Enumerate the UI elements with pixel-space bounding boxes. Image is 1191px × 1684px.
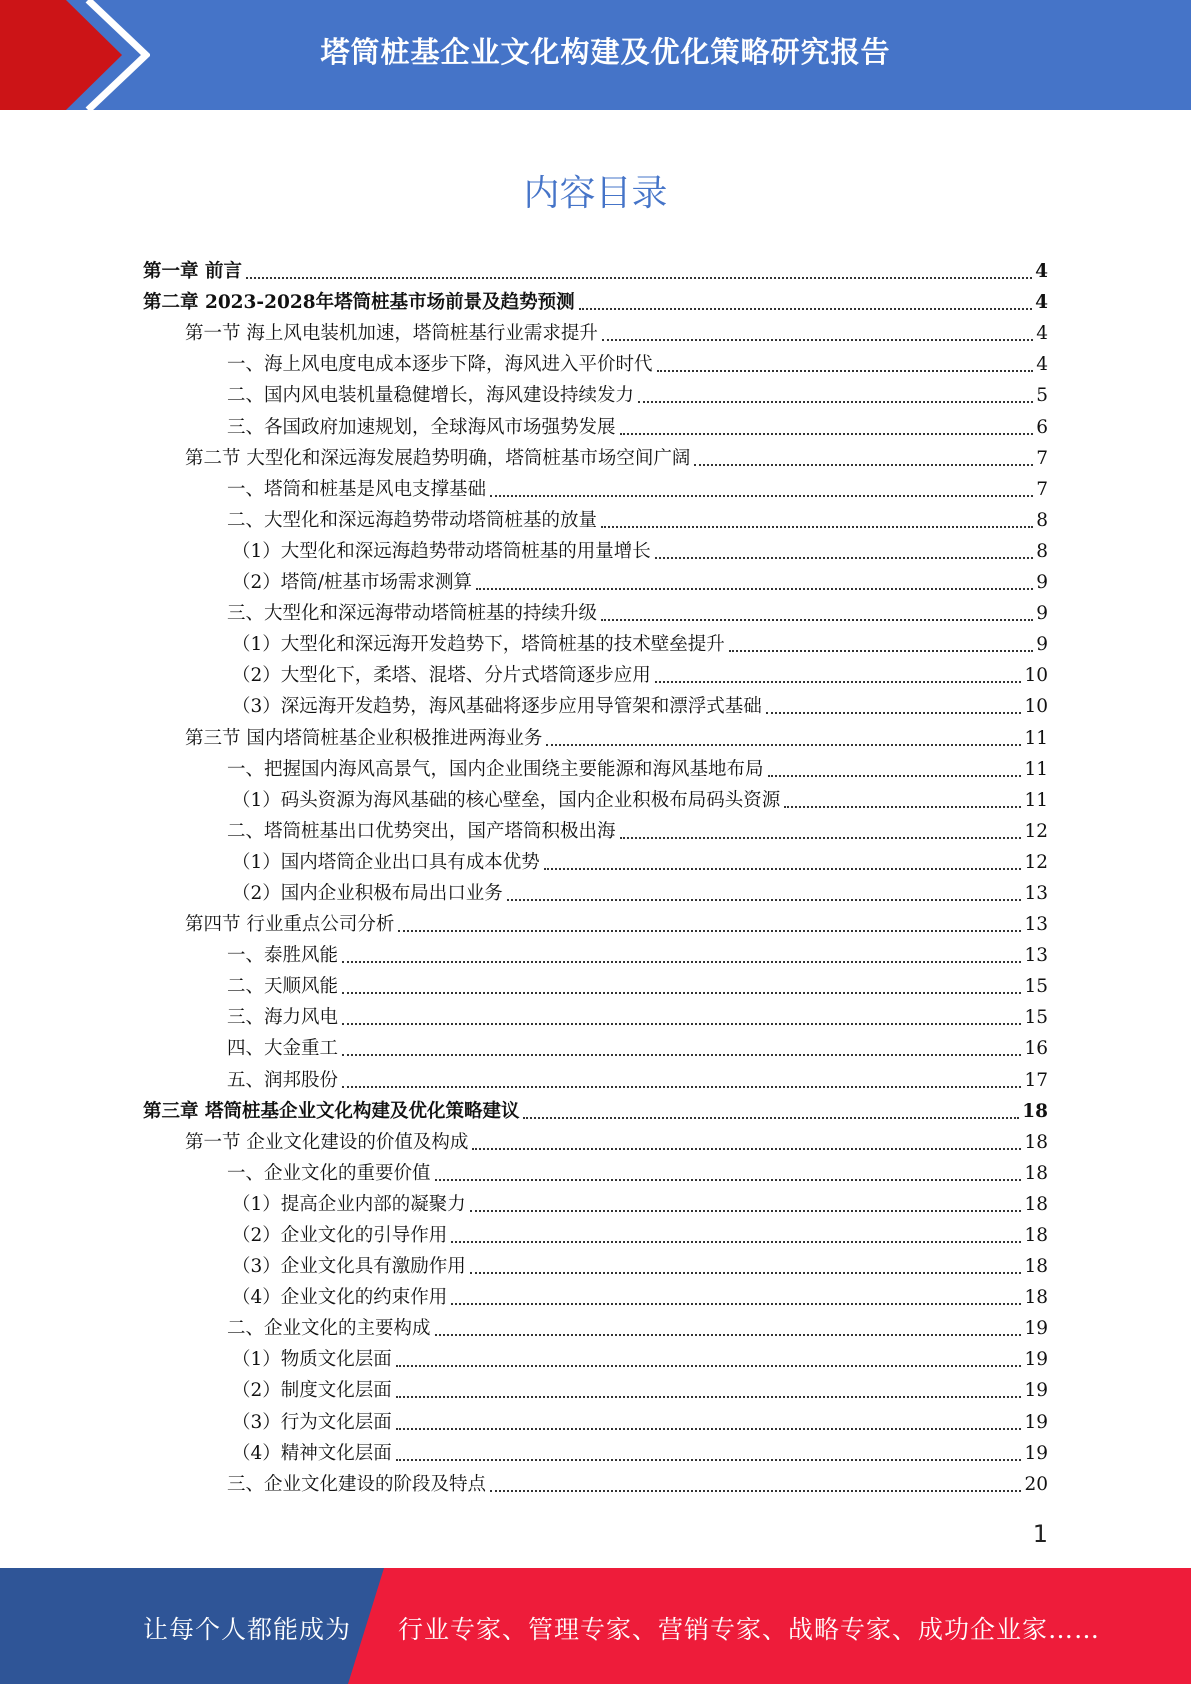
toc-entry[interactable] [143,1375,1048,1406]
toc-entry[interactable] [143,847,1048,878]
toc-entry[interactable] [143,629,1048,660]
toc-entry-title: 一、企业文化的重要价值 [227,1162,431,1184]
toc-entry-title: 五、润邦股份 [227,1069,339,1091]
toc-entry[interactable] [143,536,1048,567]
toc-entry-title: 第一节 海上风电装机加速，塔筒桩基行业需求提升 [185,323,598,345]
toc-dot-leader [246,277,1032,279]
toc-entry-page: 15 [1024,1007,1048,1029]
toc-entry-page: 12 [1024,851,1048,873]
toc-entry-page: 8 [1036,540,1048,562]
toc-dot-leader [620,433,1034,435]
toc-dot-leader [784,806,1021,808]
toc-dot-leader [396,1396,1022,1398]
toc-dot-leader [342,1023,1021,1025]
toc-entry[interactable] [143,287,1048,318]
toc-entry-page: 18 [1024,1225,1048,1246]
toc-entry[interactable] [143,691,1048,722]
toc-dot-leader [523,1117,1019,1119]
toc-entry-page: 11 [1024,758,1048,780]
toc-entry[interactable] [143,785,1048,816]
toc-dot-leader [435,1334,1022,1336]
toc-entry-page: 15 [1024,976,1048,998]
toc-entry[interactable] [143,1220,1048,1251]
toc-entry-title: 四、大金重工 [227,1038,339,1060]
toc-entry-title: 二、天顺风能 [227,976,339,998]
toc-entry-title: 三、海力风电 [227,1007,339,1029]
toc-dot-leader [342,992,1021,994]
toc-entry-title: （3）深远海开发趋势，海风基础将逐步应用导管架和漂浮式基础 [232,696,762,718]
toc-dot-leader [396,1428,1022,1430]
toc-dot-leader [398,930,1021,932]
toc-entry-title: （1）大型化和深远海趋势带动塔筒桩基的用量增长 [232,540,651,562]
toc-entry-page: 4 [1035,261,1048,283]
toc-entry[interactable] [143,474,1048,505]
toc-entry[interactable] [143,1313,1048,1344]
toc-dot-leader [729,650,1033,652]
toc-entry-page: 9 [1036,603,1048,625]
toc-dot-leader [342,1054,1021,1056]
toc-dot-leader [694,464,1033,466]
toc-entry-title: （1）物质文化层面 [232,1349,392,1371]
toc-entry-title: 第三章 塔筒桩基企业文化构建及优化策略建议 [143,1100,520,1122]
toc-entry-title: （3）企业文化具有激励作用 [232,1256,466,1278]
toc-entry[interactable] [143,909,1048,940]
toc-dot-leader [342,1086,1021,1088]
toc-entry-page: 9 [1036,572,1048,594]
toc-entry-title: （2）塔筒/桩基市场需求测算 [232,572,473,594]
toc-heading: 内容目录 [523,173,668,214]
toc-entry-page: 7 [1036,447,1048,469]
toc-entry-title: 第二节 大型化和深远海发展趋势明确，塔筒桩基市场空间广阔 [185,447,691,469]
toc-entry-title: （1）提高企业内部的凝聚力 [232,1193,466,1215]
toc-dot-leader [655,557,1033,559]
toc-entry-page: 19 [1024,1380,1048,1402]
toc-entry-page: 4 [1036,354,1048,376]
toc-entry-title: 三、企业文化建设的阶段及特点 [227,1473,487,1495]
toc-entry[interactable] [143,1469,1048,1500]
toc-entry-page: 4 [1036,323,1048,345]
toc-dot-leader [546,744,1021,746]
toc-entry[interactable] [143,971,1048,1002]
toc-entry-title: （1）码头资源为海风基础的核心壁垒，国内企业积极布局码头资源 [232,789,781,811]
toc-dot-leader [601,526,1033,528]
toc-dot-leader [490,1490,1021,1492]
toc-entry-title: （2）国内企业积极布局出口业务 [232,882,503,904]
toc-entry-page: 6 [1036,416,1048,438]
toc-dot-leader [476,588,1033,590]
toc-entry-page: 16 [1024,1038,1048,1060]
toc-entry-title: 第一章 前言 [143,261,242,283]
toc-entry-title: （4）精神文化层面 [232,1442,392,1464]
toc-entry[interactable] [143,380,1048,411]
toc-entry-page: 18 [1024,1256,1048,1278]
toc-entry-title: 三、各国政府加速规划，全球海风市场强势发展 [227,416,616,438]
toc-entry-page: 19 [1024,1318,1048,1340]
toc-entry-page: 18 [1024,1162,1048,1184]
toc-entry-page: 4 [1035,292,1048,314]
toc-dot-leader [470,1272,1022,1274]
report-title: 塔筒桩基企业文化构建及优化策略研究报告 [320,35,891,69]
toc-entry-page: 18 [1024,1131,1048,1153]
toc-entry[interactable] [143,349,1048,380]
toc-entry-page: 19 [1024,1411,1048,1433]
toc-entry-page: 13 [1024,914,1048,936]
toc-entry-page: 19 [1024,1442,1048,1464]
toc-entry[interactable] [143,256,1048,287]
toc-entry-page: 5 [1036,385,1048,407]
toc-entry[interactable] [143,1064,1048,1095]
toc-dot-leader [470,1210,1022,1212]
page-number: 1 [1032,1520,1048,1548]
toc-entry[interactable] [143,754,1048,785]
toc-entry-page: 17 [1024,1069,1048,1091]
toc-entry-page: 9 [1036,634,1048,656]
toc-entry[interactable] [143,878,1048,909]
toc-entry-page: 20 [1024,1473,1048,1495]
toc-entry-title: 第二章 2023-2028年塔筒桩基市场前景及趋势预测 [143,292,575,314]
toc-entry-page: 19 [1024,1349,1048,1371]
toc-entry-title: 二、塔筒桩基出口优势突出，国产塔筒积极出海 [227,820,616,842]
toc-entry-title: （1）国内塔筒企业出口具有成本优势 [232,851,540,873]
toc-dot-leader [396,1365,1022,1367]
toc-entry-title: （1）大型化和深远海开发趋势下，塔筒桩基的技术壁垒提升 [232,634,725,656]
toc-dot-leader [490,495,1033,497]
toc-entry[interactable] [143,1282,1048,1313]
toc-dot-leader [579,308,1033,310]
toc-entry-page: 12 [1024,820,1048,842]
toc-entry-page: 13 [1024,882,1048,904]
toc-entry-title: 一、泰胜风能 [227,945,339,967]
toc-dot-leader [472,1148,1021,1150]
toc-dot-leader [766,712,1022,714]
toc-entry-title: （2）大型化下，柔塔、混塔、分片式塔筒逐步应用 [232,665,651,687]
toc-entry[interactable] [143,1002,1048,1033]
toc-entry-page: 11 [1024,789,1048,811]
toc-entry-page: 10 [1024,696,1048,718]
toc-entry-title: （2）企业文化的引导作用 [232,1225,448,1246]
toc-dot-leader [655,681,1022,683]
toc-entry-title: 第三节 国内塔筒桩基企业积极推进两海业务 [185,727,543,749]
page-header [0,0,1191,110]
toc-entry-title: 第一节 企业文化建设的价值及构成 [185,1131,469,1153]
toc-entry-page: 10 [1024,665,1048,687]
toc-entry-page: 18 [1024,1287,1048,1309]
toc-entry[interactable] [143,660,1048,691]
toc-dot-leader [620,837,1022,839]
toc-dot-leader [768,775,1022,777]
toc-entry[interactable] [143,940,1048,971]
toc-entry-page: 18 [1022,1100,1048,1122]
toc-dot-leader [602,339,1033,341]
toc-dot-leader [396,1459,1022,1461]
toc-entry[interactable] [143,411,1048,442]
toc-entry[interactable] [143,1438,1048,1469]
toc-entry-title: 第四节 行业重点公司分析 [185,914,395,936]
toc-dot-leader [451,1241,1021,1243]
toc-entry-title: 一、海上风电度电成本逐步下降，海风进入平价时代 [227,354,653,376]
page-footer [0,1568,1191,1684]
toc-entry-title: 二、大型化和深远海趋势带动塔筒桩基的放量 [227,509,598,531]
toc-entry[interactable] [143,598,1048,629]
toc-entry[interactable] [143,1406,1048,1437]
toc-entry[interactable] [143,443,1048,474]
toc-entry-title: 一、把握国内海风高景气，国内企业围绕主要能源和海风基地布局 [227,758,764,780]
toc-entry[interactable] [143,1251,1048,1282]
toc-entry-title: （2）制度文化层面 [232,1380,392,1402]
toc-entry-page: 7 [1036,478,1048,500]
toc-entry[interactable] [143,1158,1048,1189]
table-of-contents [143,256,1048,1500]
toc-dot-leader [435,1179,1022,1181]
toc-entry-title: 二、企业文化的主要构成 [227,1318,431,1340]
toc-dot-leader [507,899,1022,901]
toc-entry[interactable] [143,1033,1048,1064]
toc-entry-page: 8 [1036,509,1048,531]
toc-dot-leader [342,961,1021,963]
toc-entry[interactable] [143,1189,1048,1220]
toc-entry-title: 一、塔筒和桩基是风电支撑基础 [227,478,487,500]
toc-entry-page: 11 [1024,727,1048,749]
toc-dot-leader [657,370,1034,372]
toc-dot-leader [544,868,1022,870]
toc-entry-title: 三、大型化和深远海带动塔筒桩基的持续升级 [227,603,598,625]
toc-entry[interactable] [143,505,1048,536]
footer-slogan-left: 让每个人都能成为 [143,1615,352,1644]
toc-dot-leader [451,1303,1021,1305]
toc-entry[interactable] [143,722,1048,753]
toc-entry-page: 13 [1024,945,1048,967]
toc-entry[interactable] [143,318,1048,349]
toc-dot-leader [638,401,1033,403]
footer-slogan-right: 行业专家、管理专家、营销专家、战略专家、成功企业家…… [398,1615,1101,1644]
toc-entry[interactable] [143,1344,1048,1375]
toc-entry-title: （4）企业文化的约束作用 [232,1287,448,1309]
toc-entry[interactable] [143,1127,1048,1158]
toc-entry-page: 18 [1024,1193,1048,1215]
toc-entry[interactable] [143,567,1048,598]
toc-entry-title: （3）行为文化层面 [232,1411,392,1433]
toc-entry-title: 二、国内风电装机量稳健增长，海风建设持续发力 [227,385,635,407]
toc-dot-leader [601,619,1033,621]
toc-entry[interactable] [143,816,1048,847]
toc-entry[interactable] [143,1096,1048,1127]
